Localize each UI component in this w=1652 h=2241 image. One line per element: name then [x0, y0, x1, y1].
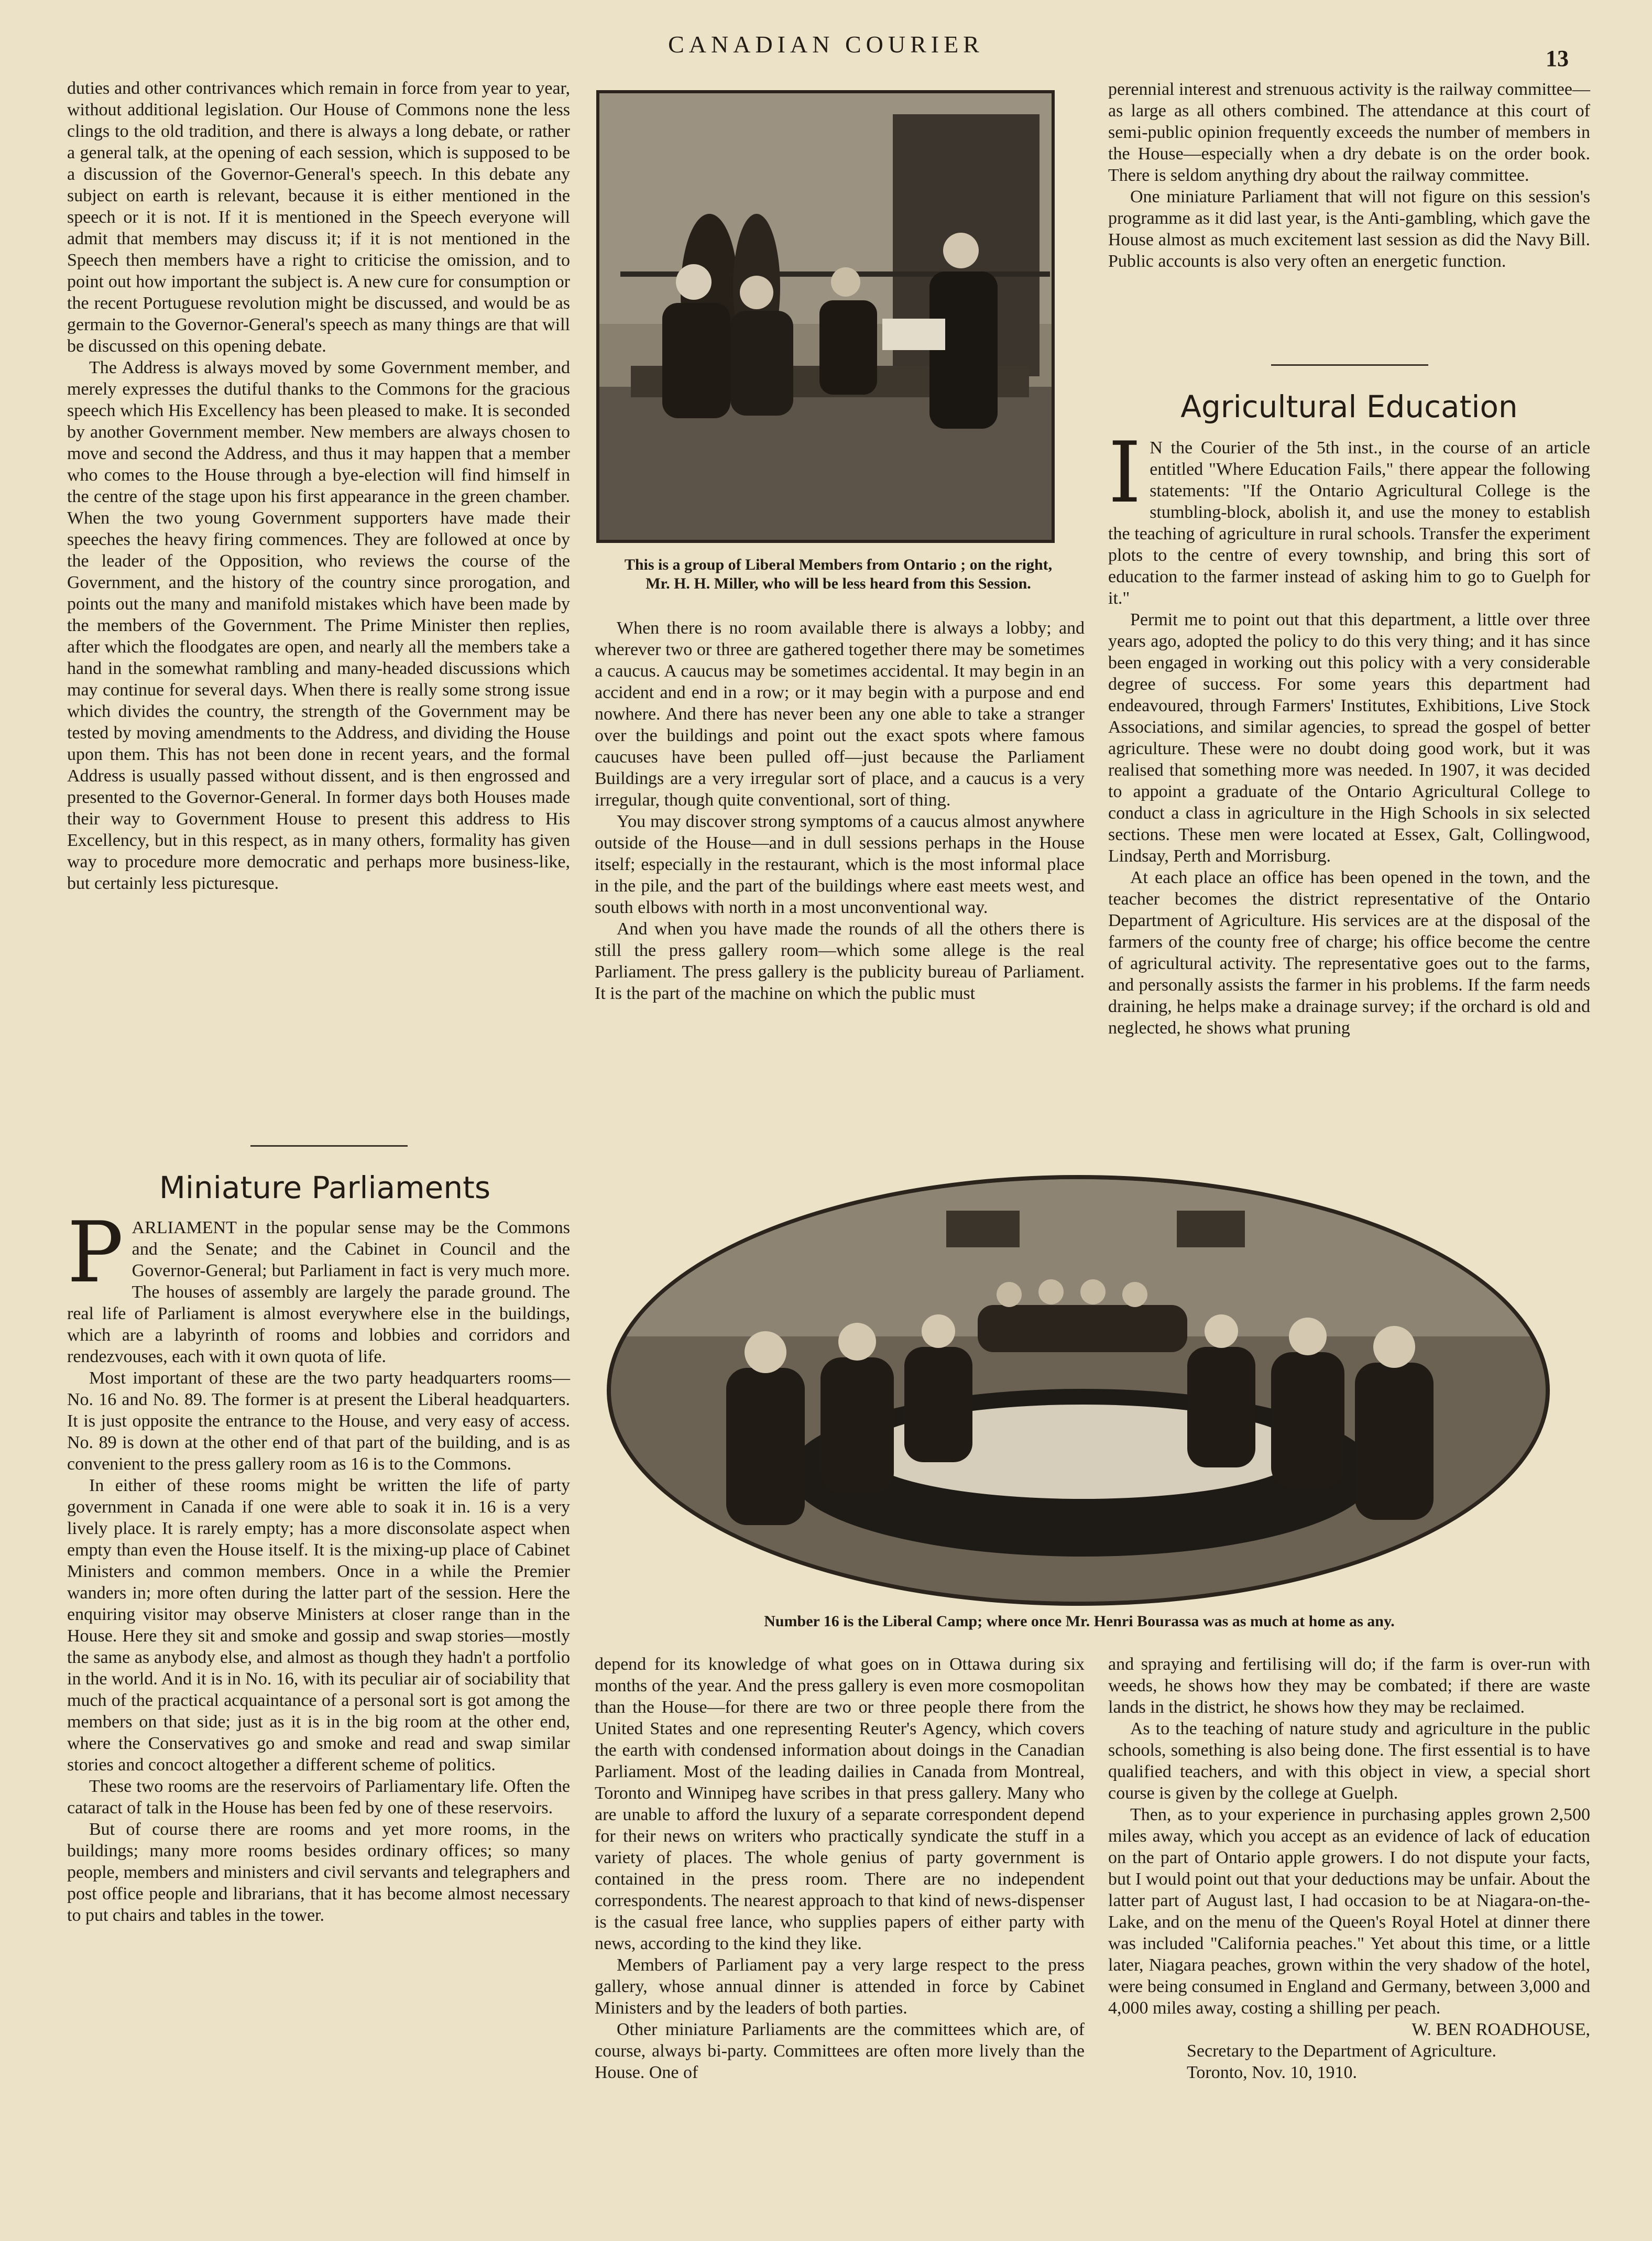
paragraph-text: ARLIAMENT in the popular sense may be the Commons and the Senate; and the Cabinet in Council and the Governor-General; but Parliament in fact is very much more. The houses of assembly are largely the parade ground. The real life of Parliament is almost everywhere else in the buildings, which are a labyrinth of rooms and lobbies and corridors and rendezvouses, each with it own quota of life.	[67, 1218, 570, 1366]
paragraph: The Address is always moved by some Government member, and merely expresses the dutiful thanks to the Commons for the gracious speech which His Excellency has been pleased to make. It is seconded by another Government member. New members are always chosen to move and second the Address, and thus it may happen that a member who comes to the House through a bye-election will find himself in the centre of the stage upon his first appearance in the green chamber. When the two young Government supporters have made their speeches the heavy firing commences. They are followed at once by the leader of the Opposition, who reviews the course of the Government, and the history of the country since prorogation, and points out the many and manifold mistakes which have been made by the members of the Government. The Prime Minister then replies, after which the floodgates are open, and nearly all the members take a hand in the somewhat rambling and many-headed discussions which may continue for several days. When there is really some strong issue which divides the country, the strength of the Government may be tested by moving amendments to the Address, and dividing the House upon them. This has not been done in recent years, and the formal Address is usually passed without dissent, and is then engrossed and presented to the Governor-General. In former days both Houses made their way to Government House to present this address to His Excellency, but in this respect, as in many others, formality has given way to procedure more democratic and perhaps more business-like, but certainly less picturesque.	[67, 358, 570, 893]
column-2-middle	[595, 617, 1085, 1004]
photo-illustration	[611, 1179, 1546, 1602]
photo-liberal-camp-room-16	[607, 1175, 1550, 1606]
heading-miniature-parliaments: Miniature Parliaments	[159, 1170, 491, 1205]
section-divider	[1271, 364, 1428, 366]
drop-cap: P	[67, 1203, 124, 1301]
paragraph: Then, as to your experience in purchasing apples grown 2,500 miles away, which you accept as an evidence of lack of education on the part of Ontario apple growers. I do not dispute your facts, but I would point out that your deductions may be unfair. About the latter part of August last, I had occasion to be at Niagara-on-the-Lake, and on the menu of the Queen's Royal Hotel at dinner there was included "California peaches." Yet about this time, or a little later, Niagara peaches, grown within the very shadow of the hotel, were being consumed in England and Germany, between 3,000 and 4,000 miles away, costing a shilling per peach.	[1108, 1805, 1590, 2018]
paragraph: depend for its knowledge of what goes on in Ottawa during six months of the year. And the press gallery is even more cosmopolitan than the House—for there are two or three people there from the United States and one representing Reuter's Agency, which covers the earth with condensed information about doings in the Canadian Parliament. Most of the leading dailies in Canada from Montreal, Toronto and Winnipeg have scribes in that press gallery. Many who are unable to afford the luxury of a separate correspondent depend for their news on writers who practically syndicate the stuff in a variety of places. The whole genius of party government is contained in the press room. There are no independent correspondents. The nearest approach to that kind of news-dispenser is the casual free lance, who supplies papers of either party with news, according to the kind they like.	[595, 1655, 1085, 1953]
paragraph: and spraying and fertilising will do; if the farm is over-run with weeds, he shows how they may be combated; if there are waste lands in the district, he shows how they may be reclaimed.	[1108, 1655, 1590, 1717]
paragraph: When there is no room available there is always a lobby; and wherever two or three are gathered together there may be sometimes a caucus. A caucus may be sometimes accidental. It may begin in an accident and end in a row; or it may begin with a purpose and end nowhere. And there has never been any one able to take a stranger over the buildings and point out the exact spots where famous caucuses have been pulled off—just because the Parliament Buildings are a very irregular sort of place, and a caucus is a very irregular, though quite conventional, sort of thing.	[595, 618, 1085, 810]
photo-liberal-members-ontario	[596, 90, 1055, 543]
paragraph: These two rooms are the reservoirs of Parliamentary life. Often the cataract of talk in the House has been fed by one of these reservoirs.	[67, 1777, 570, 1818]
miniature-parliaments-article	[67, 1203, 570, 1926]
photo2-caption: Number 16 is the Liberal Camp; where once Mr. Henri Bourassa was as much at home as any.	[764, 1613, 1395, 1630]
paragraph: In either of these rooms might be written the life of party government in Canada if one were able to soak it in. 16 is a very lively place. It is rarely empty; has a more disconsolate aspect when empty than even the House itself. It is the mixing-up place of Cabinet Ministers and common members. Once in a while the Premier wanders in; more often during the latter part of the session. Here the enquiring visitor may observe Ministers at closer range than in the House. Here they sit and smoke and gossip and swap stories—mostly the same as anybody else, and almost as though they hadn't a portfolio in the world. And it is in No. 16, with its peculiar air of sociability that much of the practical acquaintance of a personal sort is got among the members on that side; just as it is in the big room at the other end, where the Conservatives go and smoke and read and swap similar stories and concoct altogether a different scheme of politics.	[67, 1476, 570, 1775]
paragraph: But of course there are rooms and yet more rooms, in the buildings; many more rooms besides ordinary offices; so many people, members and ministers and civil servants and telegraphers and post office people and librarians, that it has become almost necessary to put chairs and tables in the tower.	[67, 1820, 570, 1925]
paragraph	[1108, 423, 1590, 609]
paragraph-text: N the Courier of the 5th inst., in the course of an article entitled "Where Education Fails," there appear the following statements: "If the Ontario Agricultural College is the stumbling-block, abolish it, and use the money to establish the teaching of agriculture in rural schools. Transfer the experiment plots to the centre of every township, and bring this sort of education to the farmer instead of asking him to go to Guelph for it."	[1108, 438, 1590, 608]
column-2-bottom	[595, 1653, 1085, 2083]
paragraph: Permit me to point out that this department, a little over three years ago, adopted the policy to do this very thing; and it has since been engaged in working out this policy with a very considerable degree of success. For some years this department had endeavoured, through Farmers' Institutes, Exhibitions, Live Stock Associations, and similar agencies, to spread the gospel of better agriculture. These were no doubt doing good work, but it was realised that something more was needed. In 1907, it was decided to appoint a graduate of the Ontario Agricultural College to conduct a class in agriculture in the High Schools in six selected sections. These men were located at Essex, Galt, Collingwood, Lindsay, Perth and Morrisburg.	[1108, 610, 1590, 866]
photo1-caption: This is a group of Liberal Members from Ontario ; on the right, Mr. H. H. Miller, who will be less heard from this Session.	[624, 556, 1053, 592]
paragraph: You may discover strong symptoms of a caucus almost anywhere outside of the House—and in dull sessions perhaps in the House itself; especially in the restaurant, which is the most informal place in the pile, and the part of the buildings where east meets west, and south elbows with north in a most unconventional way.	[595, 812, 1085, 917]
section-divider	[250, 1145, 408, 1147]
photo-illustration	[599, 93, 1052, 540]
drop-cap: I	[1108, 423, 1142, 521]
paragraph: One miniature Parliament that will not figure on this session's programme as it did last year, is the Anti-gambling, which gave the House almost as much excitement last session as did the Navy Bill. Public accounts is also very often an energetic function.	[1108, 187, 1590, 271]
signature-name: W. BEN ROADHOUSE,	[1412, 2020, 1590, 2039]
paragraph: Most important of these are the two party headquarters rooms—No. 16 and No. 89. The former is at present the Liberal headquarters. It is just opposite the entrance to the House, and very easy of access. No. 89 is down at the other end of that part of the building, and is as convenient to the press gallery room as 16 is to the Commons.	[67, 1368, 570, 1474]
signature-title: Secretary to the Department of Agriculture.	[1187, 2041, 1496, 2061]
agricultural-education-article	[1108, 423, 1590, 1039]
paragraph: Other miniature Parliaments are the committees which are, of course, always bi-party. Committees are often more lively than the House. One of	[595, 2020, 1085, 2082]
column-3-bottom	[1108, 1653, 1590, 2083]
paragraph: At each place an office has been opened in the town, and the teacher becomes the district representative of the Ontario Department of Agriculture. His services are at the disposal of the farmers of the county free of charge; his office become the centre of agricultural activity. The representative goes out to the farms, and personally assists the farmer in his problems. If the farm needs draining, he helps make a drainage survey; if the orchard is old and neglected, he shows what pruning	[1108, 868, 1590, 1038]
page-number: 13	[1546, 46, 1569, 71]
signature-dateline: Toronto, Nov. 10, 1910.	[1187, 2063, 1358, 2082]
paragraph: perennial interest and strenuous activity is the railway committee—as large as all others combined. The attendance at this court of semi-public opinion frequently exceeds the number of members in the House—especially when a dry debate is on the order book. There is seldom anything dry about the railway committee.	[1108, 80, 1590, 185]
masthead: CANADIAN COURIER	[668, 31, 984, 58]
paragraph: duties and other contrivances which remain in force from year to year, without additional legislation. Our House of Commons none the less clings to the old tradition, and there is always a long debate, or rather a general talk, at the opening of each session, which is supposed to be a discussion of the Governor-General's speech. In this debate any subject on earth is relevant, because it is either mentioned in the speech or it is not. If it is mentioned in the Speech everyone will admit that members may discuss it; if it is not mentioned in the Speech then members have a right to criticise the omission, and to point out how important the subject is. A new cure for consumption or the recent Portuguese revolution might be discussed, and would be as germain to the Governor-General's speech as many things are that will be discussed on this opening debate.	[67, 79, 570, 356]
paragraph: And when you have made the rounds of all the others there is still the press gallery room—which some allege is the real Parliament. The press gallery is the publicity bureau of Parliament. It is the part of the machine on which the public must	[595, 919, 1085, 1003]
heading-agricultural-education: Agricultural Education	[1180, 389, 1518, 425]
paragraph: As to the teaching of nature study and agriculture in the public schools, something is also being done. The first essential is to have qualified teachers, and with this object in view, a special short course is given by the college at Guelph.	[1108, 1719, 1590, 1803]
paragraph	[67, 1203, 570, 1367]
paragraph: Members of Parliament pay a very large respect to the press gallery, whose annual dinner is attended in force by Cabinet Ministers and by the leaders of both parties.	[595, 1955, 1085, 2018]
column-1-continuation	[67, 78, 570, 894]
column-3-top	[1108, 79, 1590, 272]
